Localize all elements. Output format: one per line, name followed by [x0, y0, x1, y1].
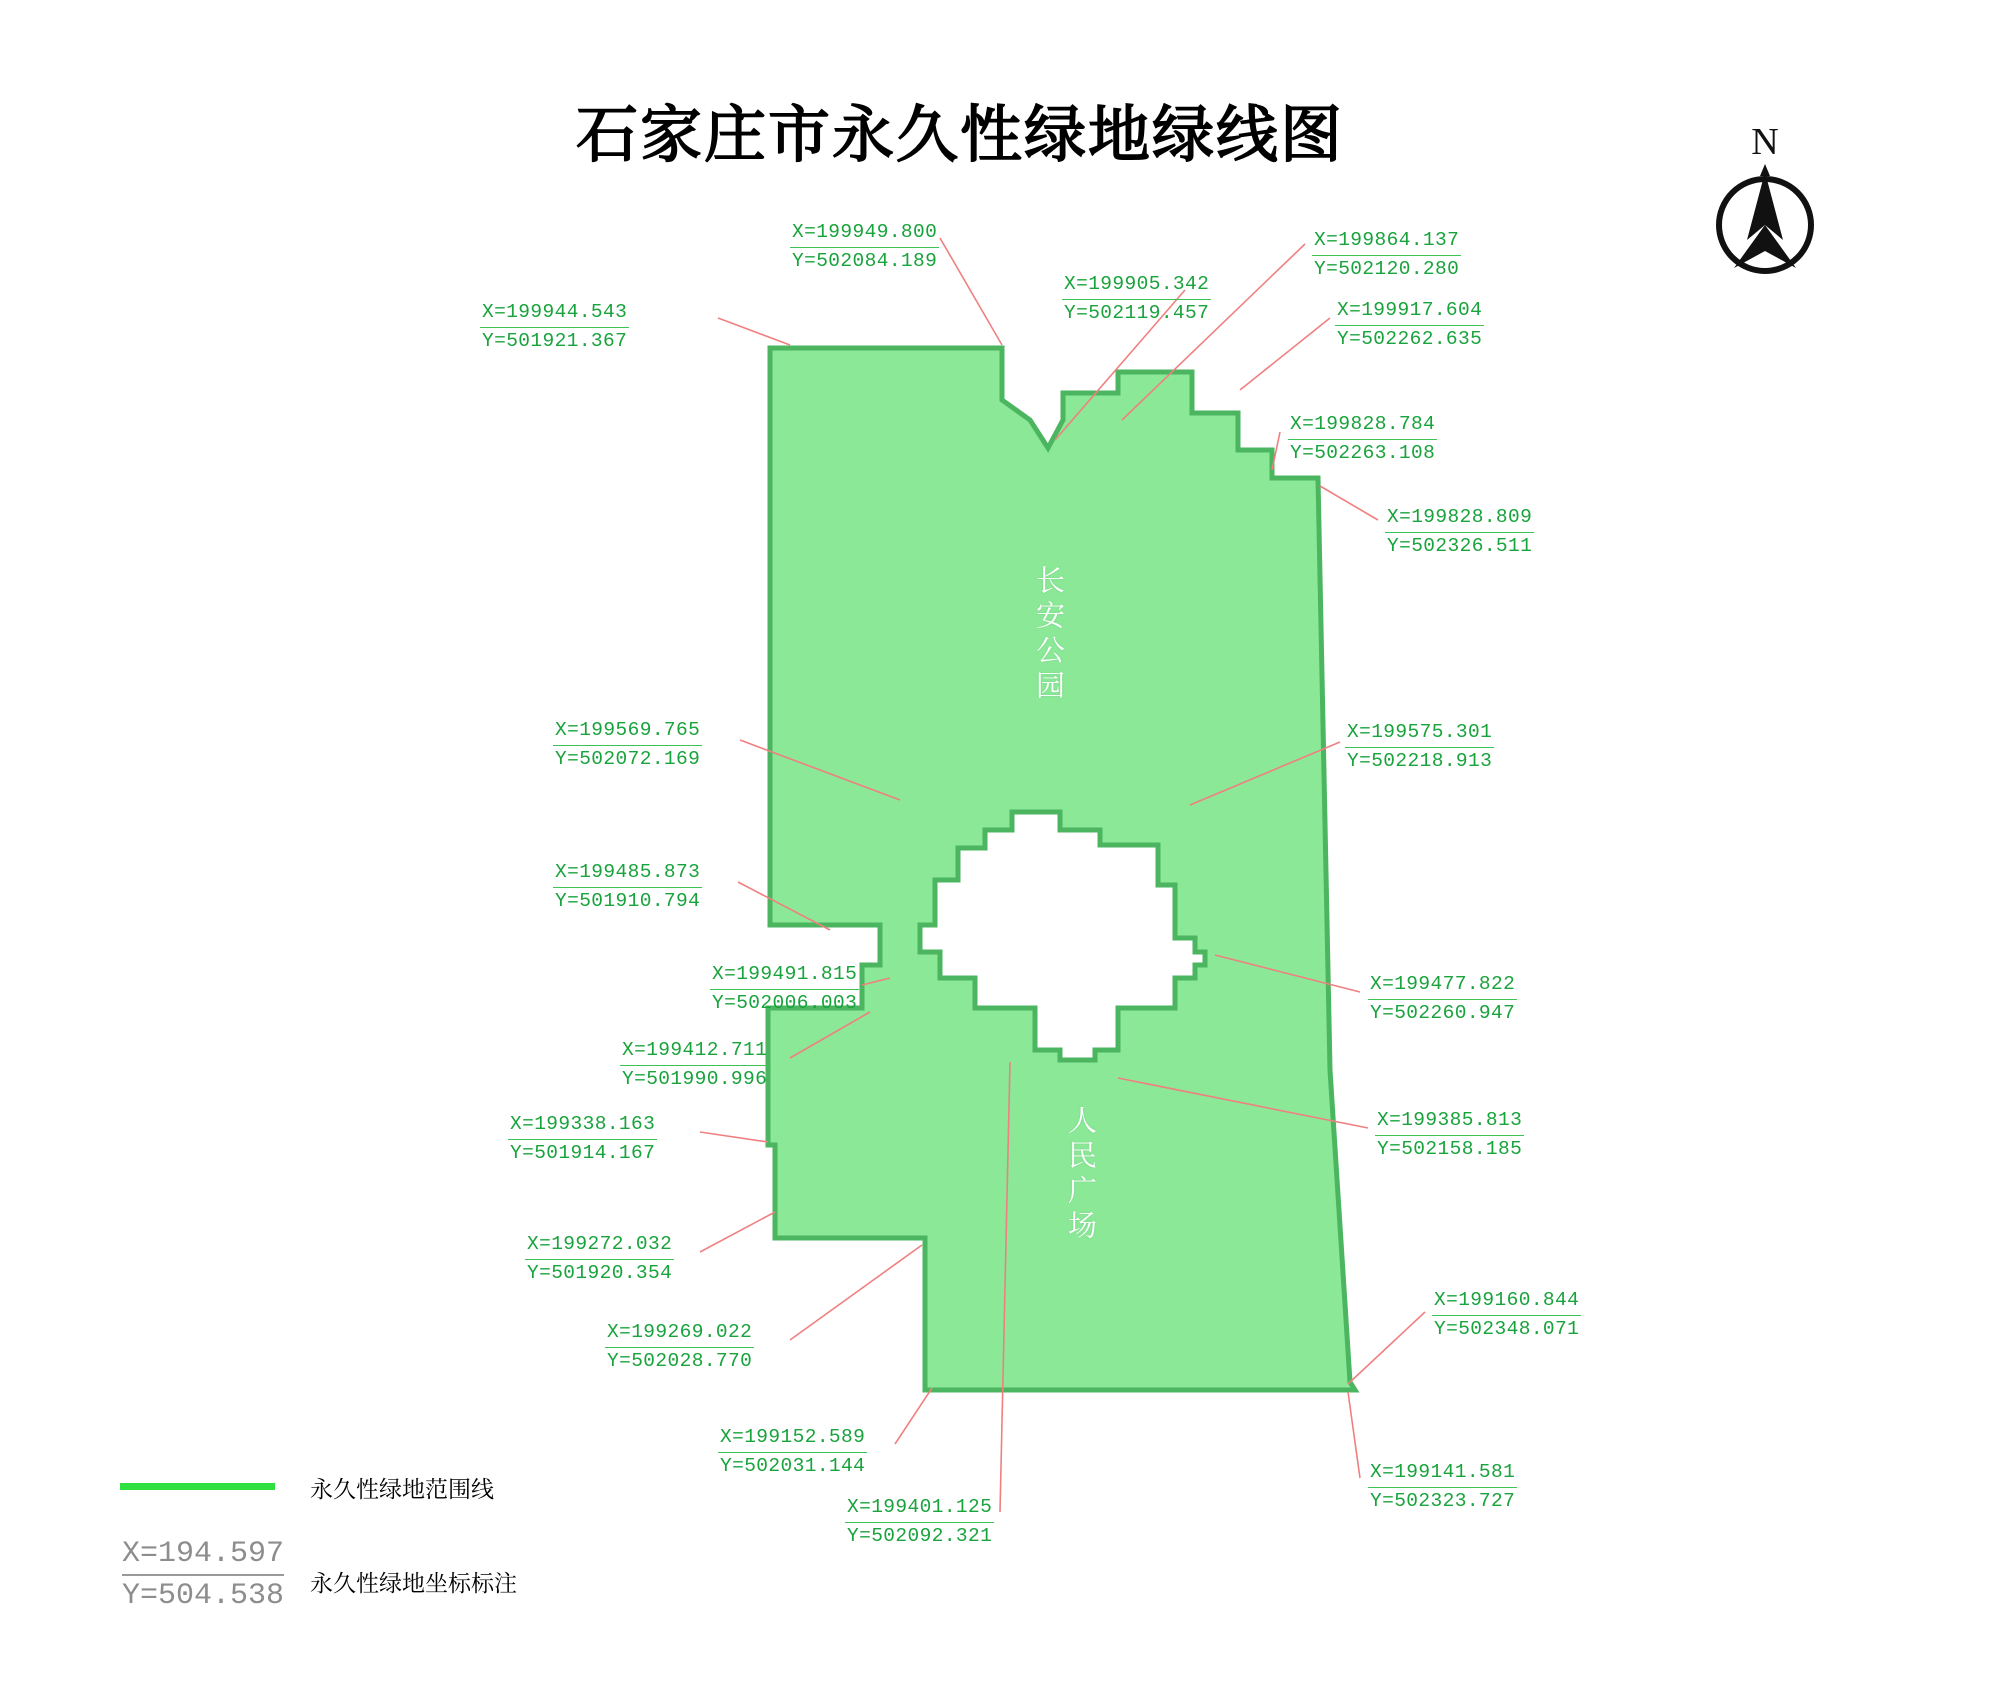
page-title: 石家庄市永久性绿地绿线图 — [575, 102, 1344, 170]
coordinate-label — [508, 1112, 657, 1166]
coordinate-y: Y=501910.794 — [555, 889, 701, 912]
coordinate-y: Y=502260.947 — [1370, 1001, 1516, 1024]
coordinate-x: X=199401.125 — [845, 1495, 994, 1523]
coordinate-label — [525, 1232, 674, 1286]
coordinate-x: X=199152.589 — [718, 1425, 867, 1453]
map-legend — [110, 1465, 670, 1625]
coordinate-y: Y=502006.003 — [712, 991, 858, 1014]
area-label-changan-park: 长安公园 — [1032, 565, 1064, 705]
coordinate-label — [1375, 1108, 1524, 1162]
coordinate-x: X=199160.844 — [1432, 1288, 1581, 1316]
coordinate-x: X=199412.711 — [620, 1038, 769, 1066]
coordinate-label — [1368, 1460, 1517, 1514]
coordinate-label — [605, 1320, 754, 1374]
coordinate-y: Y=501990.996 — [622, 1067, 768, 1090]
coordinate-y: Y=502348.071 — [1434, 1317, 1580, 1340]
coordinate-x: X=199917.604 — [1335, 298, 1484, 326]
coordinate-y: Y=501914.167 — [510, 1141, 656, 1164]
coordinate-label — [1432, 1288, 1581, 1342]
compass-north-label: N — [1751, 121, 1779, 163]
coordinate-y: Y=502263.108 — [1290, 441, 1436, 464]
coordinate-y: Y=502120.280 — [1314, 257, 1460, 280]
coordinate-y: Y=502262.635 — [1337, 327, 1483, 350]
coordinate-label — [1335, 298, 1484, 352]
coordinate-y: Y=502031.144 — [720, 1454, 866, 1477]
coordinate-label — [480, 300, 629, 354]
coordinate-x: X=199385.813 — [1375, 1108, 1524, 1136]
coordinate-x: X=199491.815 — [710, 962, 859, 990]
coordinate-label — [553, 718, 702, 772]
coordinate-label — [718, 1425, 867, 1479]
legend-coordinate-sample — [122, 1535, 284, 1616]
coordinate-y: Y=502028.770 — [607, 1349, 753, 1372]
coordinate-label — [710, 962, 859, 1016]
coordinate-y: Y=502084.189 — [792, 249, 938, 272]
coordinate-x: X=199905.342 — [1062, 272, 1211, 300]
coordinate-x: X=199272.032 — [525, 1232, 674, 1260]
coordinate-y: Y=502072.169 — [555, 747, 701, 770]
coordinate-label — [1345, 720, 1494, 774]
coordinate-x: X=199569.765 — [553, 718, 702, 746]
coordinate-y: Y=502218.913 — [1347, 749, 1493, 772]
legend-green-line-label: 永久性绿地范围线 — [310, 1477, 494, 1502]
legend-coordinate-y: Y=504.538 — [122, 1579, 285, 1614]
coordinate-x: X=199141.581 — [1368, 1460, 1517, 1488]
coordinate-label — [1288, 412, 1437, 466]
coordinate-y: Y=502158.185 — [1377, 1137, 1523, 1160]
coordinate-label — [1062, 272, 1211, 326]
coordinate-x: X=199944.543 — [480, 300, 629, 328]
coordinate-x: X=199864.137 — [1312, 228, 1461, 256]
coordinate-label — [1312, 228, 1461, 282]
area-label-peoples-square: 人民广场 — [1064, 1105, 1096, 1245]
coordinate-x: X=199338.163 — [508, 1112, 657, 1140]
coordinate-x: X=199269.022 — [605, 1320, 754, 1348]
coordinate-y: Y=502323.727 — [1370, 1489, 1516, 1512]
legend-coordinate-x: X=194.597 — [122, 1535, 284, 1576]
coordinate-x: X=199828.809 — [1385, 505, 1534, 533]
coordinate-label — [1368, 972, 1517, 1026]
coordinate-x: X=199575.301 — [1345, 720, 1494, 748]
coordinate-label — [790, 220, 939, 274]
coordinate-y: Y=502119.457 — [1064, 301, 1210, 324]
coordinate-y: Y=502326.511 — [1387, 534, 1533, 557]
legend-coordinate-label: 永久性绿地坐标标注 — [310, 1571, 517, 1596]
coordinate-label — [620, 1038, 769, 1092]
coordinate-x: X=199485.873 — [553, 860, 702, 888]
coordinate-y: Y=501920.354 — [527, 1261, 673, 1284]
coordinate-y: Y=501921.367 — [482, 329, 628, 352]
coordinate-x: X=199949.800 — [790, 220, 939, 248]
coordinate-x: X=199828.784 — [1288, 412, 1437, 440]
coordinate-label — [553, 860, 702, 914]
coordinate-label — [845, 1495, 994, 1549]
legend-green-line-swatch — [120, 1483, 275, 1490]
coordinate-x: X=199477.822 — [1368, 972, 1517, 1000]
coordinate-y: Y=502092.321 — [847, 1524, 993, 1547]
coordinate-label — [1385, 505, 1534, 559]
